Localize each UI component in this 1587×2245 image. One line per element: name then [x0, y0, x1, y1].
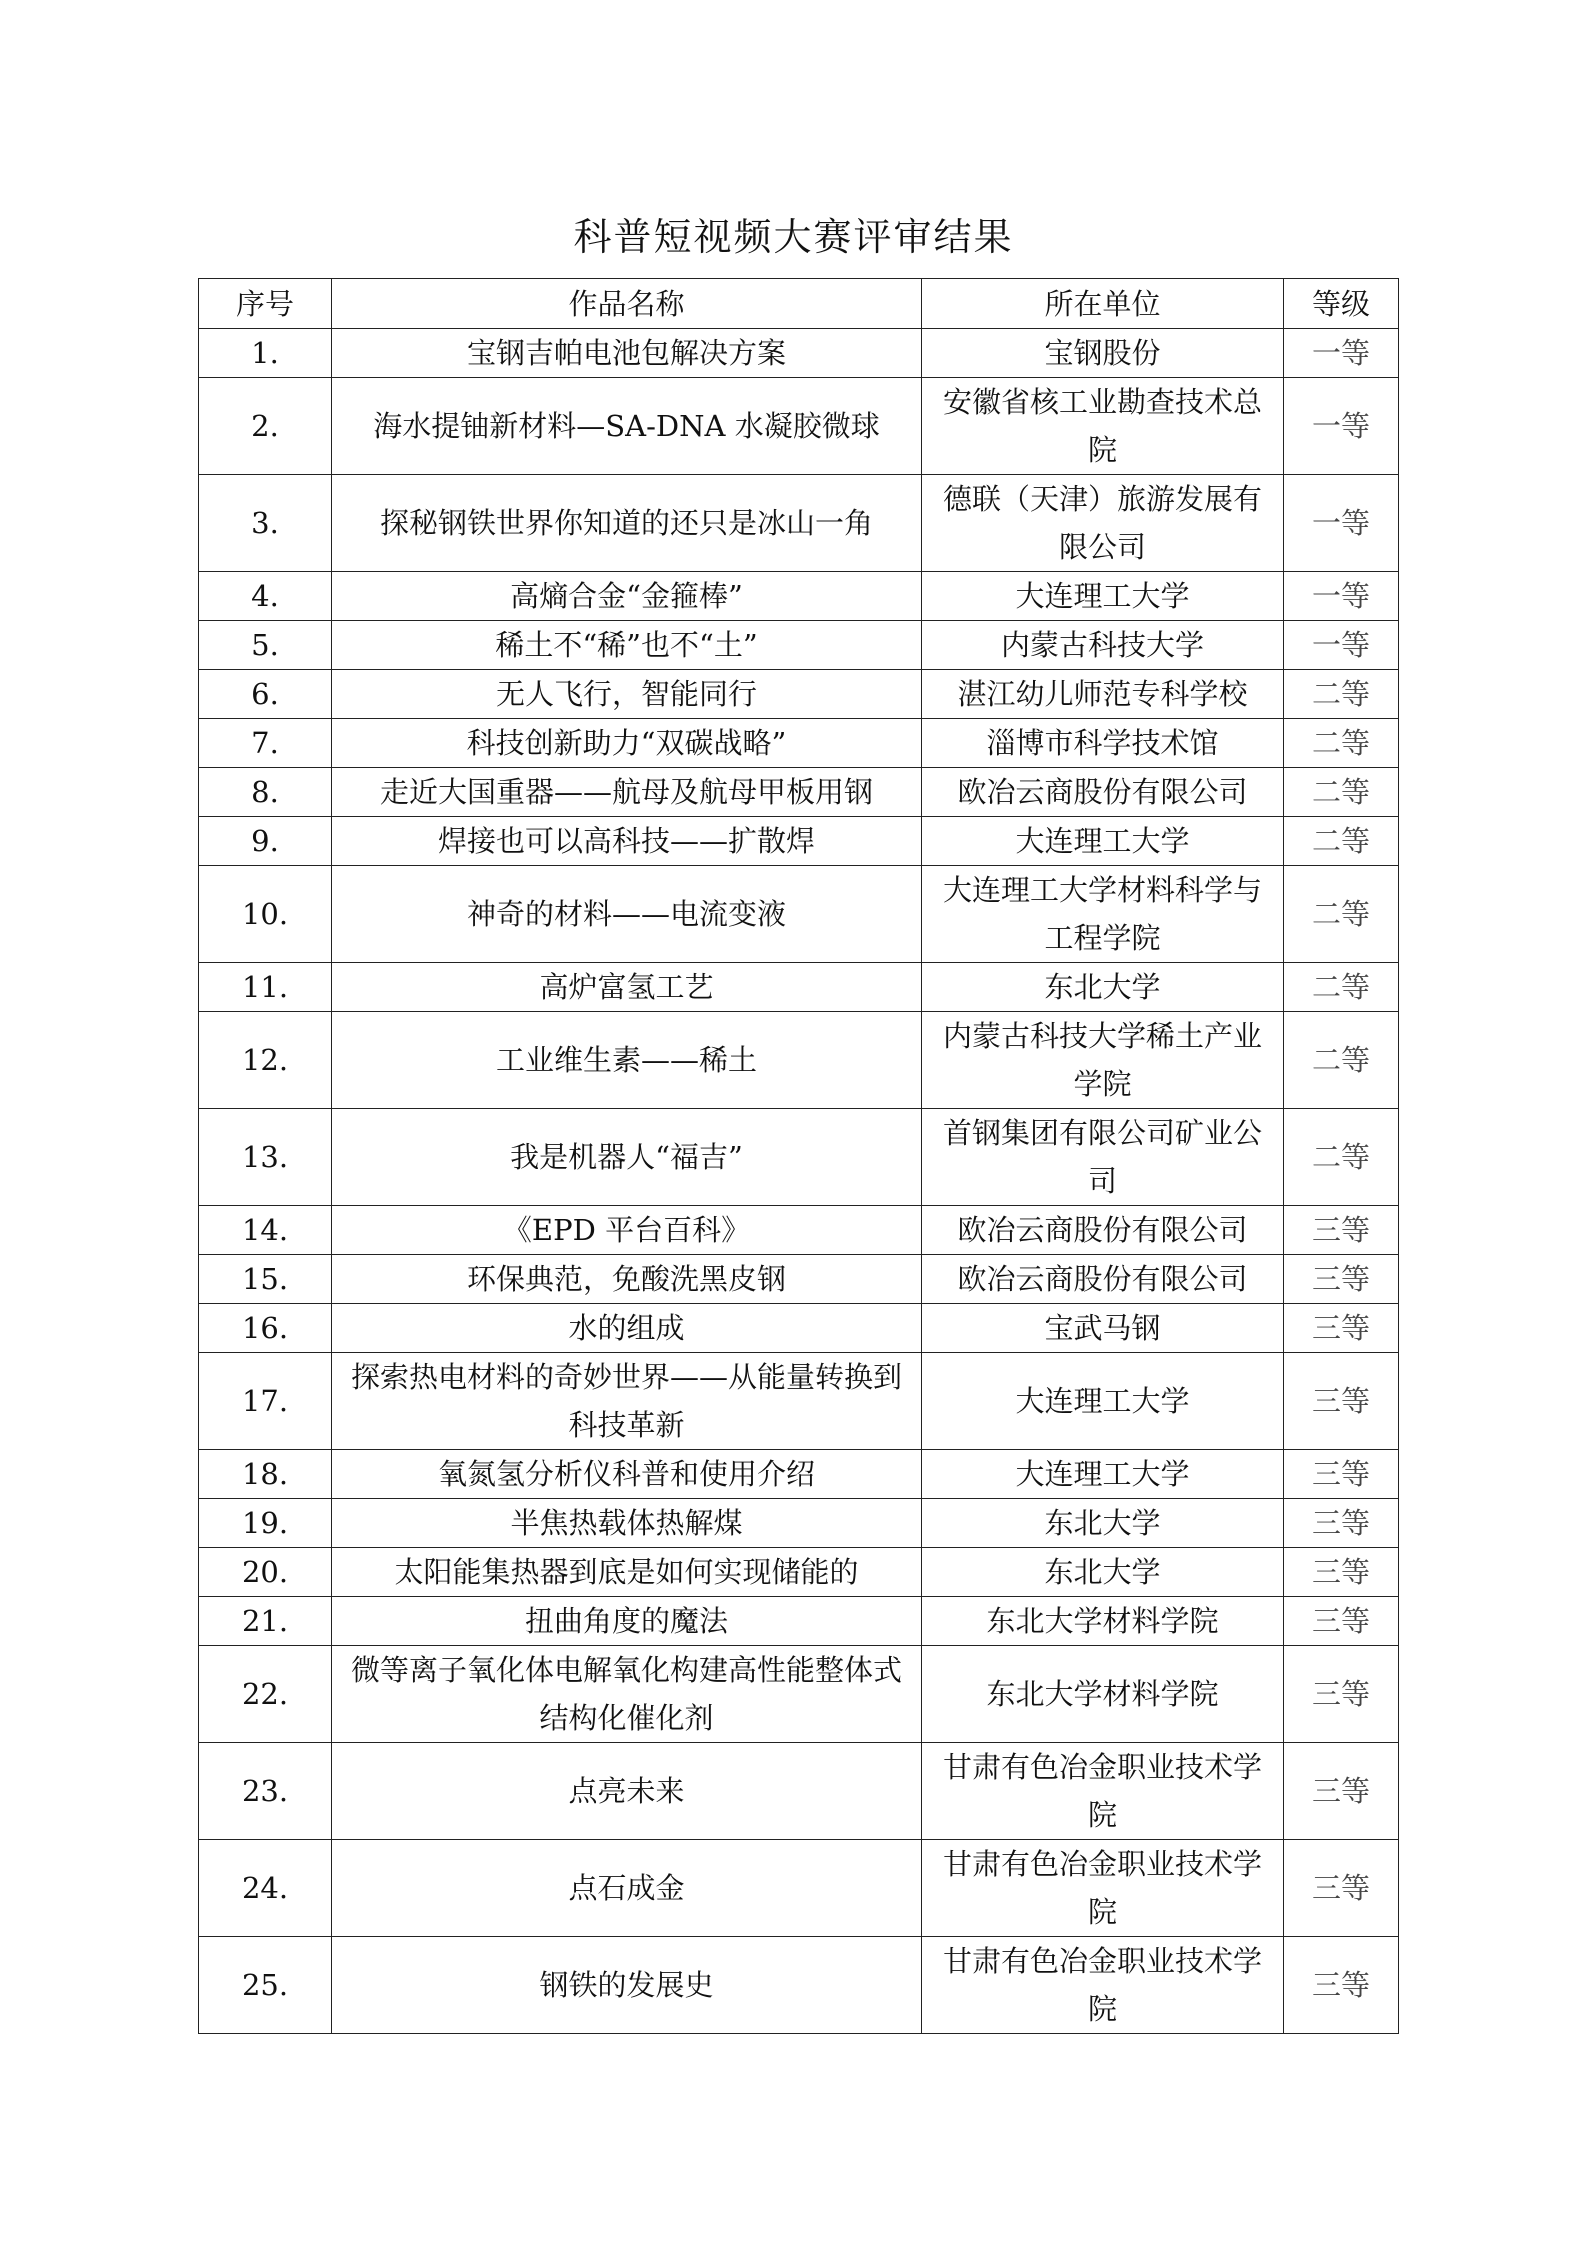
cell-number: 14.: [199, 1206, 332, 1255]
cell-grade: 一等: [1284, 378, 1399, 475]
cell-grade: 二等: [1284, 670, 1399, 719]
cell-grade: 三等: [1284, 1937, 1399, 2034]
cell-work-title: 探索热电材料的奇妙世界——从能量转换到科技革新: [332, 1353, 922, 1450]
header-work: 作品名称: [332, 279, 922, 329]
cell-unit: 东北大学: [922, 1548, 1284, 1597]
cell-number: 24.: [199, 1840, 332, 1937]
cell-grade: 一等: [1284, 621, 1399, 670]
cell-number: 18.: [199, 1450, 332, 1499]
cell-unit: 内蒙古科技大学稀土产业学院: [922, 1012, 1284, 1109]
table-row: [199, 670, 1399, 719]
cell-work-title: 高炉富氢工艺: [332, 963, 922, 1012]
cell-work-title: 神奇的材料——电流变液: [332, 866, 922, 963]
cell-number: 19.: [199, 1499, 332, 1548]
cell-unit: 欧冶云商股份有限公司: [922, 768, 1284, 817]
cell-number: 7.: [199, 719, 332, 768]
cell-grade: 三等: [1284, 1840, 1399, 1937]
cell-unit: 淄博市科学技术馆: [922, 719, 1284, 768]
cell-grade: 二等: [1284, 963, 1399, 1012]
page-title: 科普短视频大赛评审结果: [573, 215, 1014, 259]
cell-unit: 大连理工大学材料科学与工程学院: [922, 866, 1284, 963]
cell-grade: 三等: [1284, 1450, 1399, 1499]
results-table: [198, 278, 1399, 2034]
cell-work-title: 微等离子氧化体电解氧化构建高性能整体式结构化催化剂: [332, 1646, 922, 1743]
cell-grade: 二等: [1284, 1012, 1399, 1109]
cell-grade: 二等: [1284, 1109, 1399, 1206]
cell-work-title: 高熵合金“金箍棒”: [332, 572, 922, 621]
cell-unit: 安徽省核工业勘查技术总院: [922, 378, 1284, 475]
table-row: [199, 329, 1399, 378]
cell-work-title: 氧氮氢分析仪科普和使用介绍: [332, 1450, 922, 1499]
cell-number: 3.: [199, 475, 332, 572]
cell-unit: 欧冶云商股份有限公司: [922, 1255, 1284, 1304]
cell-work-title: 焊接也可以高科技——扩散焊: [332, 817, 922, 866]
table-row: [199, 1450, 1399, 1499]
cell-number: 11.: [199, 963, 332, 1012]
cell-number: 16.: [199, 1304, 332, 1353]
cell-grade: 三等: [1284, 1597, 1399, 1646]
header-unit: 所在单位: [922, 279, 1284, 329]
header-grade: 等级: [1284, 279, 1399, 329]
cell-work-title: 点石成金: [332, 1840, 922, 1937]
cell-unit: 大连理工大学: [922, 572, 1284, 621]
table-row: [199, 866, 1399, 963]
cell-unit: 东北大学材料学院: [922, 1646, 1284, 1743]
cell-work-title: 太阳能集热器到底是如何实现储能的: [332, 1548, 922, 1597]
table-row: [199, 817, 1399, 866]
table-row: [199, 1597, 1399, 1646]
cell-number: 9.: [199, 817, 332, 866]
cell-unit: 宝武马钢: [922, 1304, 1284, 1353]
cell-work-title: 《EPD 平台百科》: [332, 1206, 922, 1255]
cell-unit: 内蒙古科技大学: [922, 621, 1284, 670]
cell-unit: 大连理工大学: [922, 1450, 1284, 1499]
header-no: 序号: [199, 279, 332, 329]
cell-unit: 欧冶云商股份有限公司: [922, 1206, 1284, 1255]
table-row: [199, 963, 1399, 1012]
cell-number: 8.: [199, 768, 332, 817]
table-row: [199, 1840, 1399, 1937]
cell-grade: 三等: [1284, 1255, 1399, 1304]
table-row: [199, 1255, 1399, 1304]
cell-grade: 二等: [1284, 719, 1399, 768]
cell-grade: 一等: [1284, 475, 1399, 572]
cell-unit: 大连理工大学: [922, 817, 1284, 866]
cell-number: 6.: [199, 670, 332, 719]
table-row: [199, 1548, 1399, 1597]
table-row: [199, 1012, 1399, 1109]
cell-work-title: 我是机器人“福吉”: [332, 1109, 922, 1206]
cell-number: 15.: [199, 1255, 332, 1304]
table-row: [199, 1937, 1399, 2034]
cell-grade: 三等: [1284, 1353, 1399, 1450]
table-row: [199, 378, 1399, 475]
table-row: [199, 1646, 1399, 1743]
cell-work-title: 半焦热载体热解煤: [332, 1499, 922, 1548]
cell-unit: 东北大学材料学院: [922, 1597, 1284, 1646]
cell-work-title: 工业维生素——稀土: [332, 1012, 922, 1109]
cell-grade: 二等: [1284, 817, 1399, 866]
cell-work-title: 无人飞行，智能同行: [332, 670, 922, 719]
cell-number: 23.: [199, 1743, 332, 1840]
cell-unit: 宝钢股份: [922, 329, 1284, 378]
cell-grade: 三等: [1284, 1548, 1399, 1597]
cell-grade: 一等: [1284, 329, 1399, 378]
table-row: [199, 1499, 1399, 1548]
cell-number: 20.: [199, 1548, 332, 1597]
table-body: [199, 329, 1399, 2034]
table-row: [199, 621, 1399, 670]
cell-work-title: 走近大国重器——航母及航母甲板用钢: [332, 768, 922, 817]
cell-number: 13.: [199, 1109, 332, 1206]
cell-number: 10.: [199, 866, 332, 963]
cell-work-title: 水的组成: [332, 1304, 922, 1353]
cell-number: 17.: [199, 1353, 332, 1450]
table-row: [199, 1206, 1399, 1255]
cell-unit: 湛江幼儿师范专科学校: [922, 670, 1284, 719]
cell-number: 25.: [199, 1937, 332, 2034]
table-header-row: [199, 279, 1399, 329]
cell-unit: 东北大学: [922, 963, 1284, 1012]
cell-number: 4.: [199, 572, 332, 621]
table-row: [199, 768, 1399, 817]
cell-grade: 三等: [1284, 1646, 1399, 1743]
cell-work-title: 稀土不“稀”也不“土”: [332, 621, 922, 670]
cell-grade: 三等: [1284, 1743, 1399, 1840]
cell-work-title: 钢铁的发展史: [332, 1937, 922, 2034]
cell-work-title: 点亮未来: [332, 1743, 922, 1840]
cell-number: 22.: [199, 1646, 332, 1743]
cell-unit: 甘肃有色冶金职业技术学院: [922, 1743, 1284, 1840]
cell-work-title: 探秘钢铁世界你知道的还只是冰山一角: [332, 475, 922, 572]
cell-unit: 大连理工大学: [922, 1353, 1284, 1450]
cell-grade: 一等: [1284, 572, 1399, 621]
cell-work-title: 宝钢吉帕电池包解决方案: [332, 329, 922, 378]
cell-grade: 三等: [1284, 1206, 1399, 1255]
table-row: [199, 1743, 1399, 1840]
cell-grade: 二等: [1284, 768, 1399, 817]
cell-unit: 甘肃有色冶金职业技术学院: [922, 1840, 1284, 1937]
cell-unit: 德联（天津）旅游发展有限公司: [922, 475, 1284, 572]
cell-unit: 首钢集团有限公司矿业公司: [922, 1109, 1284, 1206]
table-row: [199, 1353, 1399, 1450]
cell-work-title: 海水提铀新材料—SA-DNA 水凝胶微球: [332, 378, 922, 475]
cell-number: 12.: [199, 1012, 332, 1109]
table-row: [199, 1109, 1399, 1206]
cell-work-title: 科技创新助力“双碳战略”: [332, 719, 922, 768]
cell-unit: 东北大学: [922, 1499, 1284, 1548]
table-row: [199, 475, 1399, 572]
cell-number: 21.: [199, 1597, 332, 1646]
cell-number: 2.: [199, 378, 332, 475]
cell-grade: 三等: [1284, 1304, 1399, 1353]
cell-work-title: 环保典范，免酸洗黑皮钢: [332, 1255, 922, 1304]
cell-grade: 三等: [1284, 1499, 1399, 1548]
cell-work-title: 扭曲角度的魔法: [332, 1597, 922, 1646]
cell-grade: 二等: [1284, 866, 1399, 963]
table-row: [199, 1304, 1399, 1353]
cell-number: 5.: [199, 621, 332, 670]
cell-number: 1.: [199, 329, 332, 378]
table-row: [199, 719, 1399, 768]
table-row: [199, 572, 1399, 621]
cell-unit: 甘肃有色冶金职业技术学院: [922, 1937, 1284, 2034]
